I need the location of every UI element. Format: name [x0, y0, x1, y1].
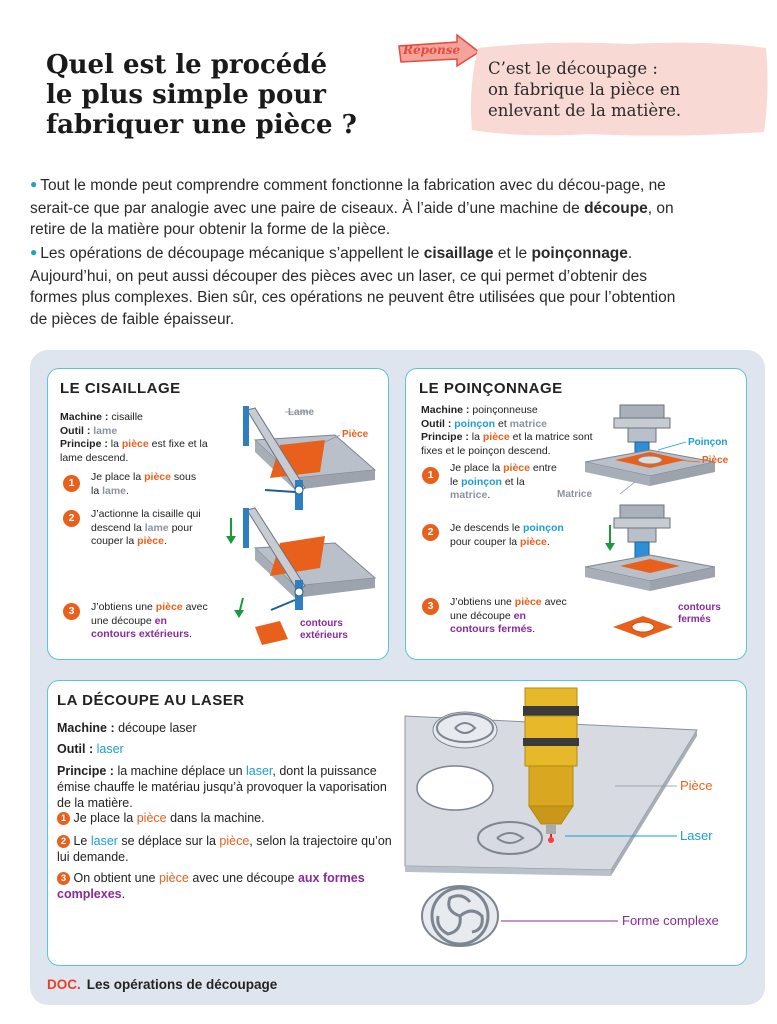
step-2-badge: 2 — [57, 835, 70, 848]
reponse-label: Réponse — [403, 43, 461, 57]
laser-piece-label: Pièce — [680, 778, 713, 793]
cut-piece-shape — [250, 615, 300, 645]
washer-piece-shape — [608, 612, 678, 642]
poinconnage-step-1: Je place la pièce entre le poinçon et la matrice. — [450, 462, 557, 501]
step-3-badge: 3 — [63, 603, 80, 620]
laser-step-1: 1 Je place la pièce dans la machine. — [57, 810, 397, 826]
piece-label: Pièce — [702, 455, 729, 466]
poinconnage-title: LE POINÇONNAGE — [419, 380, 563, 397]
step-1-badge: 1 — [63, 475, 80, 492]
poincon-label: Poinçon — [688, 437, 728, 448]
laser-step-2: 2 Le laser se déplace sur la pièce, selon la trajectoire qu’on lui demande. — [57, 834, 392, 864]
forme-complexe-label: Forme complexe — [622, 913, 719, 928]
laser-step-3: 3 On obtient une pièce avec une découpe aux formes complexes. — [57, 871, 365, 901]
poinconneuse-illustration-1 — [580, 400, 720, 500]
answer-text: C’est le découpage : on fabrique la pièce en enlevant de la matière. — [488, 59, 682, 120]
step-1-badge: 1 — [422, 467, 439, 484]
cisaillage-step-1: Je place la pièce sous la lame. — [91, 471, 197, 497]
step-2-badge: 2 — [63, 510, 80, 527]
doc-caption: DOC. Les opérations de découpage — [47, 977, 278, 992]
cisaillage-specs: Machine : cisaille Outil : lame Principe : la pièce est fixe et la lame descend. — [60, 411, 208, 464]
cisaillage-step-2: J’actionne la cisaille qui descend la lame pour couper la pièce. — [91, 508, 201, 547]
poinconnage-specs: Machine : poinçonneuse Outil : poinçon et matrice Principe : la pièce et la matrice sont fixes et le poinçon descend. — [421, 404, 593, 457]
cisaillage-title: LE CISAILLAGE — [60, 380, 181, 397]
poinconnage-step-2: Je descends le poinçon pour couper la pièce. — [450, 522, 564, 548]
laser-machine: Machine : découpe laser — [57, 721, 197, 735]
laser-title: LA DÉCOUPE AU LASER — [57, 692, 245, 709]
lame-label: Lame — [288, 407, 315, 418]
step-1-badge: 1 — [57, 812, 70, 825]
step-3-badge: 3 — [422, 598, 439, 615]
intro-paragraph-2: ● Les opérations de découpage mécanique s’appellent le cisaillage et le poinçonnage. Aujourd’hui, on peut aussi découper des pièces avec un laser, ce qui permet d’obtenir des formes plus complexes. Bien sûr, ces opérations ne peuvent être utilisées que pour l’obtention de pièces de faible épaisseur. — [30, 245, 676, 328]
piece-label: Pièce — [342, 429, 369, 440]
contours-fermes-label: contours fermés — [678, 602, 721, 625]
laser-label: Laser — [680, 828, 713, 843]
page-title: Quel est le procédé le plus simple pour fabriquer une pièce ? — [46, 50, 357, 140]
poinconnage-step-3: J’obtiens une pièce avec une découpe en contours fermés. — [450, 596, 567, 635]
contours-exterieurs-label: contours extérieurs — [300, 618, 348, 641]
bullet-icon: ● — [30, 177, 38, 191]
cisaille-illustration-2 — [225, 508, 385, 618]
step-2-badge: 2 — [422, 524, 439, 541]
laser-principe: Principe : la machine déplace un laser, dont la puissance émise chauffe le matériau jusqu’à provoquer la vaporisation de la matière. — [57, 764, 387, 810]
poinconneuse-illustration-2 — [580, 505, 720, 600]
laser-illustration — [405, 688, 745, 948]
bullet-icon: ● — [30, 245, 38, 259]
laser-outil: Outil : laser — [57, 742, 124, 756]
cisaillage-step-3: J’obtiens une pièce avec une découpe en contours extérieurs. — [91, 601, 208, 640]
matrice-label: Matrice — [557, 489, 593, 500]
intro-paragraph-1: ● Tout le monde peut comprendre comment fonctionne la fabrication avec du décou-page, ne serait-ce que par analogie avec une paire de ciseaux. À l’aide d’une machine de découpe, on retire de la matière pour obtenir la forme de la pièce. — [30, 177, 674, 238]
step-3-badge: 3 — [57, 872, 70, 885]
